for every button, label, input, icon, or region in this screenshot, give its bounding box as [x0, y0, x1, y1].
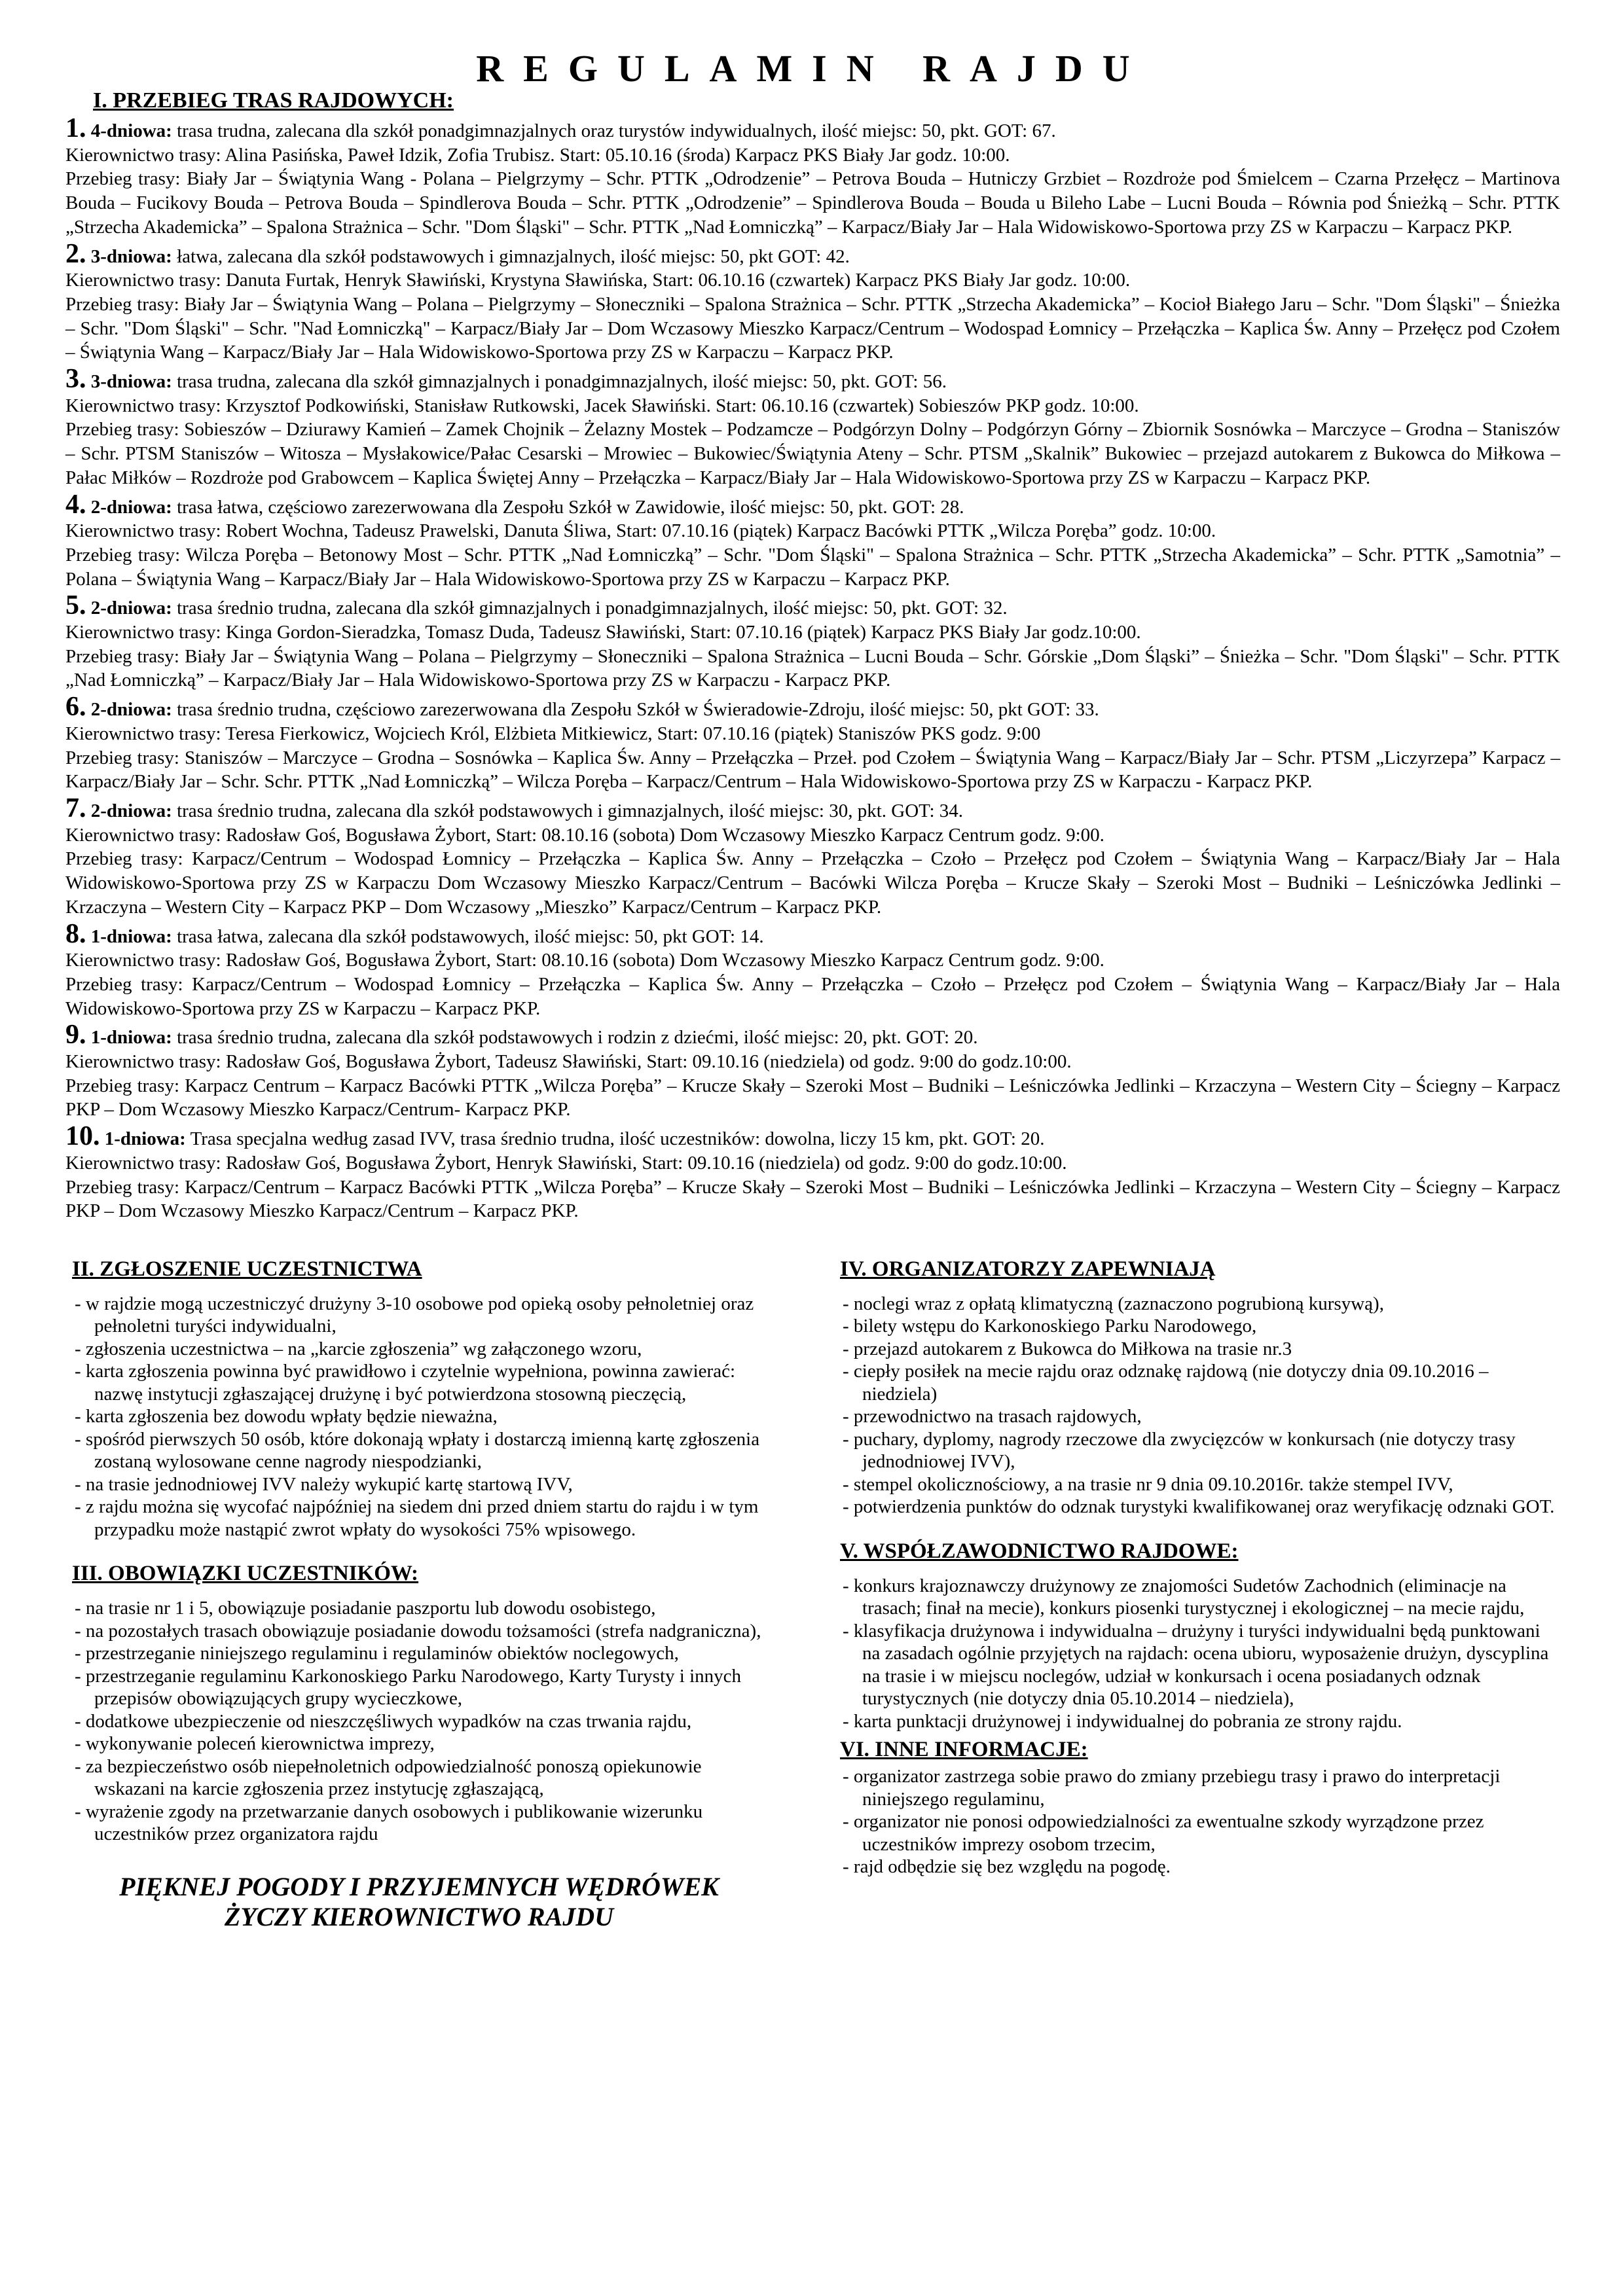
- route-length: 2-dniowa:: [90, 800, 172, 821]
- closing-line-1: PIĘKNEJ POGODY I PRZYJEMNYCH WĘDRÓWEK: [119, 1871, 719, 1901]
- left-column: [65, 1256, 773, 1932]
- route-length: 3-dniowa:: [90, 245, 172, 267]
- list-item: - w rajdzie mogą uczestniczyć drużyny 3-10 osobowe pod opieką osoby pełnoletniej oraz pełnoletni turyści indywidualni,: [65, 1293, 773, 1338]
- route-length: 4-dniowa:: [90, 120, 172, 141]
- route-item: [65, 793, 1560, 920]
- section6-list: [833, 1765, 1560, 1878]
- route-path: Przebieg trasy: Wilcza Poręba – Betonowy Most – Schr. PTTK „Nad Łomniczką” – Schr. "Dom Śląski" – Spalona Strażnica – Schr. PTTK „Strzecha Akademicka” – Schr. PTTK „Samotnia” – Polana – Świątynia Wang – Karpacz/Biały Jar – Hala Widowiskowo-Sportowa przy ZS w Karpaczu – Karpacz PKP.: [65, 544, 1560, 590]
- route-path: Przebieg trasy: Biały Jar – Świątynia Wang - Polana – Pielgrzymy – Schr. PTTK „Odrodzenie” – Petrova Bouda – Hutniczy Grzbiet – Rozdroże pod Śmielcem – Czarna Przełęcz – Martinova Bouda – Fucikovy Bouda – Petrova Bouda – Spindlerova Bouda – Schr. PTTK „Odrodzenie” – Spindlerova Bouda – Bouda u Bileho Labe – Lucni Bouda – Równia pod Śnieżką – Schr. PTTK „Strzecha Akademicka” – Spalona Strażnica – Schr. "Dom Śląski" – Schr. PTTK „Nad Łomniczką” – Karpacz/Biały Jar – Hala Widowiskowo-Sportowa przy ZS w Karpaczu – Karpacz PKP.: [65, 168, 1560, 238]
- list-item: - karta zgłoszenia bez dowodu wpłaty będzie nieważna,: [65, 1405, 773, 1428]
- closing-wishes: [65, 1872, 773, 1932]
- closing-line-2: ŻYCZY KIEROWNICTWO RAJDU: [224, 1901, 614, 1931]
- route-length: 3-dniowa:: [90, 371, 172, 393]
- list-item: - stempel okolicznościowy, a na trasie nr 9 dnia 09.10.2016r. także stempel IVV,: [833, 1473, 1560, 1496]
- list-item: - bilety wstępu do Karkonoskiego Parku Narodowego,: [833, 1315, 1560, 1338]
- route-number: 4.: [65, 489, 86, 520]
- route-path: Przebieg trasy: Sobieszów – Dziurawy Kamień – Zamek Chojnik – Żelazny Mostek – Podzamcze – Podgórzyn Dolny – Podgórzyn Górny – Zbiornik Sosnówka – Marczyce – Grodna – Staniszów – Schr. PTSM Staniszów – Witosza – Mysłakowice/Pałac Cesarski – Mrowiec – Bukowiec/Świątynia Ateny – Schr. PTSM „Skalnik” Bukowiec – przejazd autokarem z Bukowca do Miłkowa – Pałac Miłków – Rozdroże pod Grabowcem – Kaplica Świętej Anny – Przełączka – Karpacz/Biały Jar – Hala Widowiskowo-Sportowa przy ZS w Karpaczu – Karpacz PKP.: [65, 419, 1560, 488]
- route-path: Przebieg trasy: Karpacz/Centrum – Karpacz Bacówki PTTK „Wilcza Poręba” – Krucze Skały – Szeroki Most – Budniki – Leśniczówka Jedlinki – Krzaczyna – Western City – Ściegny – Karpacz PKP – Dom Wczasowy Mieszko Karpacz/Centrum – Karpacz PKP.: [65, 1176, 1560, 1222]
- right-column: [833, 1256, 1560, 1932]
- list-item: - spośród pierwszych 50 osób, które dokonają wpłaty i dostarczą imienną kartę zgłoszenia zostaną wylosowane cenne nagrody niespodzianki,: [65, 1428, 773, 1473]
- list-item: - karta zgłoszenia powinna być prawidłowo i czytelnie wypełniona, powinna zawierać: nazwę instytucji zgłaszającej drużynę i być potwierdzona stosowną pieczęcią,: [65, 1360, 773, 1405]
- route-item: [65, 238, 1560, 365]
- route-description: trasa średnio trudna, zalecana dla szkół podstawowych i rodzin z dziećmi, ilość miejsc: 20, pkt. GOT: 20.: [177, 1027, 978, 1049]
- route-item: [65, 590, 1560, 692]
- route-item: [65, 1020, 1560, 1122]
- list-item: - za bezpieczeństwo osób niepełnoletnich odpowiedzialność ponoszą opiekunowie wskazani na karcie zgłoszenia przez instytucję zgłaszającą,: [65, 1755, 773, 1801]
- list-item: - karta punktacji drużynowej i indywidualnej do pobrania ze strony rajdu.: [833, 1710, 1560, 1733]
- route-leaders: Kierownictwo trasy: Teresa Fierkowicz, Wojciech Król, Elżbieta Mitkiewicz, Start: 07.10.16 (piątek) Staniszów PKS godz. 9:00: [65, 723, 1041, 744]
- section3-list: [65, 1597, 773, 1846]
- list-item: - ciepły posiłek na mecie rajdu oraz odznakę rajdową (nie dotyczy dnia 09.10.2016 – niedziela): [833, 1360, 1560, 1405]
- route-path: Przebieg trasy: Karpacz/Centrum – Wodospad Łomnicy – Przełączka – Kaplica Św. Anny – Przełączka – Czoło – Przełęcz pod Czołem – Świątynia Wang – Karpacz/Biały Jar – Hala Widowiskowo-Sportowa przy ZS w Karpaczu – Karpacz PKP.: [65, 973, 1560, 1019]
- route-item: [65, 918, 1560, 1021]
- route-number: 7.: [65, 793, 86, 823]
- list-item: - zgłoszenia uczestnictwa – na „karcie zgłoszenia” wg załączonego wzoru,: [65, 1338, 773, 1361]
- route-item: [65, 113, 1560, 240]
- section5-heading: V. WSPÓŁZAWODNICTWO RAJDOWE:: [840, 1539, 1239, 1563]
- route-description: trasa łatwa, częściowo zarezerwowana dla Zespołu Szkół w Zawidowie, ilość miejsc: 50, pkt. GOT: 28.: [177, 496, 964, 518]
- route-description: trasa średnio trudna, zalecana dla szkół podstawowych i gimnazjalnych, ilość miejsc: 30, pkt. GOT: 34.: [177, 800, 964, 821]
- document-title: REGULAMIN RAJDU: [476, 47, 1150, 90]
- route-number: 3.: [65, 364, 86, 395]
- route-leaders: Kierownictwo trasy: Alina Pasińska, Paweł Idzik, Zofia Trubisz. Start: 05.10.16 (środa) Karpacz PKS Biały Jar godz. 10:00.: [65, 144, 1010, 166]
- section4-heading: IV. ORGANIZATORZY ZAPEWNIAJĄ: [840, 1257, 1216, 1281]
- route-item: [65, 364, 1560, 490]
- route-number: 5.: [65, 590, 86, 621]
- section3-heading: III. OBOWIĄZKI UCZESTNIKÓW:: [72, 1562, 419, 1586]
- list-item: - na trasie jednodniowej IVV należy wykupić kartę startową IVV,: [65, 1473, 773, 1496]
- route-leaders: Kierownictwo trasy: Robert Wochna, Tadeusz Prawelski, Danuta Śliwa, Start: 07.10.16 (piątek) Karpacz Bacówki PTTK „Wilcza Poręba” godz. 10:00.: [65, 520, 1216, 542]
- list-item: - puchary, dyplomy, nagrody rzeczowe dla zwycięzców w konkursach (nie dotyczy trasy jednodniowej IVV),: [833, 1428, 1560, 1473]
- section5-list: [833, 1575, 1560, 1733]
- route-description: trasa trudna, zalecana dla szkół ponadgimnazjalnych oraz turystów indywidualnych, ilość miejsc: 50, pkt. GOT: 67.: [177, 120, 1056, 141]
- list-item: - potwierdzenia punktów do odznak turystyki kwalifikowanej oraz weryfikację odznaki GOT.: [833, 1496, 1560, 1518]
- route-leaders: Kierownictwo trasy: Radosław Goś, Bogusława Żybort, Henryk Sławiński, Start: 09.10.16 (niedziela) od godz. 9:00 do godz.10:00.: [65, 1152, 1067, 1174]
- info-columns: [65, 1256, 1560, 1932]
- list-item: - rajd odbędzie się bez względu na pogodę.: [833, 1856, 1560, 1878]
- section2-heading: II. ZGŁOSZENIE UCZESTNICTWA: [72, 1257, 422, 1281]
- route-leaders: Kierownictwo trasy: Danuta Furtak, Henryk Sławiński, Krystyna Sławińska, Start: 06.10.16 (czwartek) Karpacz PKS Biały Jar godz. 10:00.: [65, 270, 1131, 291]
- route-description: trasa średnio trudna, zalecana dla szkół gimnazjalnych i ponadgimnazjalnych, ilość miejsc: 50, pkt. GOT: 32.: [177, 598, 1008, 619]
- route-path: Przebieg trasy: Staniszów – Marczyce – Grodna – Sosnówka – Kaplica Św. Anny – Przełączka – Przeł. pod Czołem – Świątynia Wang – Karpacz/Biały Jar – Schr. PTSM „Liczyrzepa” Karpacz – Karpacz/Biały Jar – Schr. Schr. PTTK „Nad Łomniczką” – Wilcza Poręba – Karpacz/Centrum – Hala Widowiskowo-Sportowa przy ZS w Karpaczu - Karpacz PKP.: [65, 747, 1560, 793]
- list-item: - wyrażenie zgody na przetwarzanie danych osobowych i publikowanie wizerunku uczestników przez organizatora rajdu: [65, 1801, 773, 1846]
- route-path: Przebieg trasy: Karpacz Centrum – Karpacz Bacówki PTTK „Wilcza Poręba” – Krucze Skały – Szeroki Most – Budniki – Leśniczówka Jedlinki – Krzaczyna – Western City – Ściegny – Karpacz PKP – Dom Wczasowy Mieszko Karpacz/Centrum- Karpacz PKP.: [65, 1075, 1560, 1121]
- list-item: - przestrzeganie niniejszego regulaminu i regulaminów obiektów noclegowych,: [65, 1642, 773, 1665]
- list-item: - na trasie nr 1 i 5, obowiązuje posiadanie paszportu lub dowodu osobistego,: [65, 1597, 773, 1620]
- route-length: 1-dniowa:: [90, 925, 172, 947]
- section1-heading: I. PRZEBIEG TRAS RAJDOWYCH:: [93, 88, 454, 113]
- routes-list: [65, 113, 1560, 1223]
- route-length: 1-dniowa:: [90, 1027, 172, 1049]
- route-description: trasa trudna, zalecana dla szkół gimnazjalnych i ponadgimnazjalnych, ilość miejsc: 50, pkt. GOT: 56.: [177, 371, 947, 393]
- list-item: - organizator zastrzega sobie prawo do zmiany przebiegu trasy i prawo do interpretacji niniejszego regulaminu,: [833, 1765, 1560, 1810]
- route-number: 1.: [65, 113, 86, 143]
- route-description: łatwa, zalecana dla szkół podstawowych i gimnazjalnych, ilość miejsc: 50, pkt GOT: 42.: [177, 245, 850, 267]
- route-description: Trasa specjalna według zasad IVV, trasa średnio trudna, ilość uczestników: dowolna, liczy 15 km, pkt. GOT: 20.: [190, 1128, 1045, 1150]
- route-item: [65, 489, 1560, 592]
- list-item: - przestrzeganie regulaminu Karkonoskiego Parku Narodowego, Karty Turysty i innych przepisów obowiązujących grupy wycieczkowe,: [65, 1665, 773, 1710]
- route-number: 2.: [65, 238, 86, 269]
- route-path: Przebieg trasy: Biały Jar – Świątynia Wang – Polana – Pielgrzymy – Słoneczniki – Spalona Strażnica – Lucni Bouda – Schr. Górskie „Dom Śląski” – Śnieżka – Schr. "Dom Śląski" – Schr. PTTK „Nad Łomniczką” – Karpacz/Biały Jar – Hala Widowiskowo-Sportowa przy ZS w Karpaczu - Karpacz PKP.: [65, 645, 1560, 691]
- route-length: 2-dniowa:: [90, 699, 172, 721]
- route-leaders: Kierownictwo trasy: Radosław Goś, Bogusława Żybort, Start: 08.10.16 (sobota) Dom Wczasowy Mieszko Karpacz Centrum godz. 9:00.: [65, 950, 1104, 971]
- list-item: - klasyfikacja drużynowa i indywidualna – drużyny i turyści indywidualni będą punktowani na zasadach ogólnie przyjętych na rajdach: ocena ubioru, wyposażenie drużyn, dyscyplina na trasie i w miejscu noclegów, udział w konkursach i ocena posiadanych odznak turystycznych (nie dotyczy dnia 05.10.2014 – niedziela),: [833, 1620, 1560, 1710]
- route-leaders: Kierownictwo trasy: Radosław Goś, Bogusława Żybort, Start: 08.10.16 (sobota) Dom Wczasowy Mieszko Karpacz Centrum godz. 9:00.: [65, 824, 1104, 846]
- route-length: 2-dniowa:: [90, 496, 172, 518]
- route-path: Przebieg trasy: Biały Jar – Świątynia Wang – Polana – Pielgrzymy – Słoneczniki – Spalona Strażnica – Schr. PTTK „Strzecha Akademicka” – Kocioł Białego Jaru – Schr. "Dom Śląski" – Śnieżka – Schr. "Dom Śląski" – Schr. "Nad Łomniczką" – Karpacz/Biały Jar – Dom Wczasowy Mieszko Karpacz/Centrum – Wodospad Łomnicy – Przełączka – Kaplica Św. Anny – Przełęcz pod Czołem – Świątynia Wang – Karpacz/Biały Jar – Hala Widowiskowo-Sportowa przy ZS w Karpaczu – Karpacz PKP.: [65, 293, 1560, 363]
- route-number: 8.: [65, 918, 86, 949]
- route-leaders: Kierownictwo trasy: Kinga Gordon-Sieradzka, Tomasz Duda, Tadeusz Sławiński, Start: 07.10.16 (piątek) Karpacz PKS Biały Jar godz.10:00.: [65, 622, 1141, 643]
- route-number: 9.: [65, 1020, 86, 1050]
- route-path: Przebieg trasy: Karpacz/Centrum – Wodospad Łomnicy – Przełączka – Kaplica Św. Anny – Przełączka – Czoło – Przełęcz pod Czołem – Świątynia Wang – Karpacz/Biały Jar – Hala Widowiskowo-Sportowa przy ZS w Karpaczu Dom Wczasowy Mieszko Karpacz/Centrum – Bacówki Wilcza Poręba – Krucze Skały – Szeroki Most – Budniki – Leśniczówka Jedlinki – Krzaczyna – Western City – Karpacz PKP – Dom Wczasowy „Mieszko” Karpacz/Centrum – Karpacz PKP.: [65, 848, 1560, 918]
- route-item: [65, 692, 1560, 794]
- list-item: - organizator nie ponosi odpowiedzialności za ewentualne szkody wyrządzone przez uczestników imprezy osobom trzecim,: [833, 1810, 1560, 1856]
- list-item: - konkurs krajoznawczy drużynowy ze znajomości Sudetów Zachodnich (eliminacje na trasach; finał na mecie), konkurs piosenki turystycznej i ekologicznej – na mecie rajdu,: [833, 1575, 1560, 1620]
- list-item: - z rajdu można się wycofać najpóźniej na siedem dni przed dniem startu do rajdu i w tym przypadku może nastąpić zwrot wpłaty do wysokości 75% wpisowego.: [65, 1496, 773, 1541]
- section6-heading: VI. INNE INFORMACJE:: [840, 1738, 1088, 1762]
- route-number: 10.: [65, 1121, 100, 1152]
- route-number: 6.: [65, 692, 86, 723]
- list-item: - przewodnictwo na trasach rajdowych,: [833, 1405, 1560, 1428]
- route-item: [65, 1121, 1560, 1223]
- list-item: - wykonywanie poleceń kierownictwa imprezy,: [65, 1732, 773, 1755]
- list-item: - dodatkowe ubezpieczenie od nieszczęśliwych wypadków na czas trwania rajdu,: [65, 1710, 773, 1733]
- list-item: - przejazd autokarem z Bukowca do Miłkowa na trasie nr.3: [833, 1338, 1560, 1361]
- section2-list: [65, 1293, 773, 1541]
- route-length: 2-dniowa:: [90, 598, 172, 619]
- route-length: 1-dniowa:: [104, 1128, 186, 1150]
- route-description: trasa łatwa, zalecana dla szkół podstawowych, ilość miejsc: 50, pkt GOT: 14.: [177, 925, 764, 947]
- route-leaders: Kierownictwo trasy: Krzysztof Podkowiński, Stanisław Rutkowski, Jacek Sławiński. Start: 06.10.16 (czwartek) Sobieszów PKP godz. 10:00.: [65, 395, 1139, 416]
- route-description: trasa średnio trudna, częściowo zarezerwowana dla Zespołu Szkół w Świeradowie-Zdroju, ilość miejsc: 50, pkt GOT: 33.: [177, 699, 1099, 721]
- list-item: - na pozostałych trasach obowiązuje posiadanie dowodu tożsamości (strefa nadgraniczna),: [65, 1620, 773, 1643]
- list-item: - noclegi wraz z opłatą klimatyczną (zaznaczono pogrubioną kursywą),: [833, 1293, 1560, 1316]
- route-leaders: Kierownictwo trasy: Radosław Goś, Bogusława Żybort, Tadeusz Sławiński, Start: 09.10.16 (niedziela) od godz. 9:00 do godz.10:00.: [65, 1051, 1072, 1073]
- section4-list: [833, 1293, 1560, 1518]
